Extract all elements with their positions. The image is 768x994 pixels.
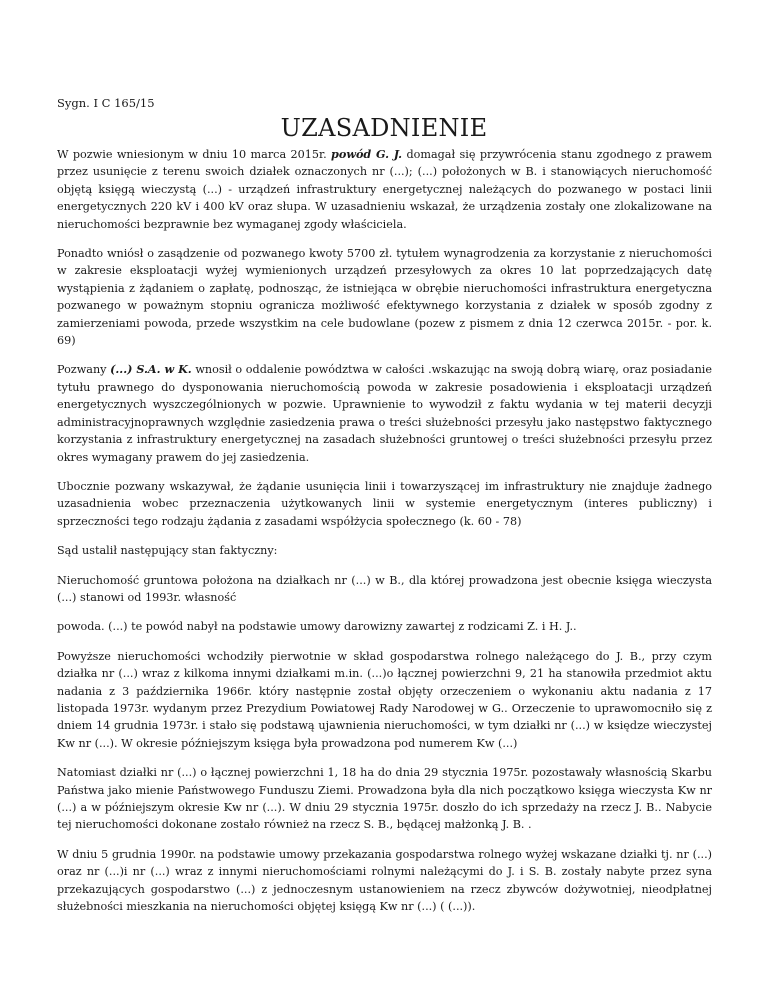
paragraph-claim bbox=[57, 146, 712, 233]
paragraph-subsidiary: Ubocznie pozwany wskazywał, że żądanie usunięcia linii i towarzyszącej im infrastruktury nie znajduje żadnego uzasadnienia wobec przeznaczenia użytkowanych linii w systemie energetycznym (interes publiczny) i sprzeczności tego rodzaju żądania z zasadami współżycia społecznego (k. 60 - 78) bbox=[57, 479, 712, 528]
paragraph-text: domagał się przywrócenia stanu zgodnego z prawem przez usunięcie z terenu swoich działek oznaczonych nr (...); (...) położonych w B. i stanowiących nieruchomość objętą księgą wieczystą (...) - urządzeń infrastruktury energetycznej należących do pozwanego w postaci linii energetycznych 220 kV i 400 kV oraz słupa. W uzasadnieniu wskazał, że urządzenia zostały one zlokalizowane na nieruchomości bezprawnie bez wymaganej zgody właściciela. bbox=[57, 148, 712, 231]
paragraph-transfer: W dniu 5 grudnia 1990r. na podstawie umowy przekazania gospodarstwa rolnego wyżej wskazane działki tj. nr (...) oraz nr (...)i nr (...) wraz z innymi nieruchomościami rolnymi należącymi do J. i S. B. zostały nabyte przez syna przekazujących gospodarstwo (...) z jednoczesnym ustanowieniem na rzecz zbywców dożywotniej, nieodpłatnej służebności mieszkania na nieruchomości objętej księgą Kw nr (...) ( (...)). bbox=[57, 847, 712, 914]
case-signature: Sygn. I C 165/15 bbox=[57, 96, 155, 110]
document-body bbox=[57, 146, 712, 927]
document-title: UZASADNIENIE bbox=[280, 114, 488, 142]
paragraph-state-property: Natomiast działki nr (...) o łącznej powierzchni 1, 18 ha do dnia 29 stycznia 1975r. pozostawały własnością Skarbu Państwa jako mienie Państwowego Funduszu Ziemi. Prowadzona była dla nich początkowo księga wieczysta Kw nr (...) a w późniejszym okresie Kw nr (...). W dniu 29 stycznia 1975r. doszło do ich sprzedaży na rzecz J. B.. Nabycie tej nieruchomości dokonane zostało również na rzecz S. B., będącej małżonką J. B. . bbox=[57, 766, 712, 832]
paragraph-text: Pozwany bbox=[57, 363, 111, 377]
paragraph-findings-heading: Sąd ustalił następujący stan faktyczny: bbox=[57, 544, 278, 558]
defendant-name: (...) S.A. w K. bbox=[110, 362, 192, 377]
plaintiff-name: powód G. J. bbox=[331, 147, 403, 161]
paragraph-property: Nieruchomość gruntowa położona na działkach nr (...) w B., dla której prowadzona jest obecnie księga wieczysta (...) stanowi od 1993r. własność bbox=[57, 573, 712, 604]
paragraph-text: W pozwie wniesionym w dniu 10 marca 2015r. bbox=[57, 148, 332, 161]
paragraph-defendant bbox=[57, 361, 712, 465]
paragraph-payment-claim: Ponadto wniósł o zasądzenie od pozwanego kwoty 5700 zł. tytułem wynagrodzenia za korzystanie z nieruchomości w zakresie eksploatacji wyżej wymienionych urządzeń przesyłowych za okres 10 lat poprzedzających datę wystąpienia z żądaniem o zapłatę, podnosząc, że istniejąca w obrębie nieruchomości infrastruktura energetyczna pozwanego w poważnym stopniu ogranicza możliwość efektywnego korzystania z działek w sposób zgodny z zamierzeniami powoda, przede wszystkim na cele budowlane (pozew z pismem z dnia 12 czerwca 2015r. - por. k. 69) bbox=[57, 247, 712, 348]
paragraph-history: Powyższe nieruchomości wchodziły pierwotnie w skład gospodarstwa rolnego należącego do J. B., przy czym działka nr (...) wraz z kilkoma innymi działkami m.in. (...)o łącznej powierzchni 9, 21 ha stanowiła przedmiot aktu nadania z 3 października 1966r. który następnie został objęty orzeczeniem o wykonaniu aktu nadania z 17 listopada 1973r. wydanym przez Prezydium Powiatowej Rady Narodowej w G.. Orzeczenie to uprawomocniło się z dniem 14 grudnia 1973r. i stało się podstawą ujawnienia nieruchomości, w tym działki nr (...) w księdze wieczystej Kw nr (...). W okresie późniejszym księga była prowadzona pod numerem Kw (...) bbox=[57, 649, 712, 750]
paragraph-text: wnosił o oddalenie powództwa w całości .wskazując na swoją dobrą wiarę, oraz posiadanie tytułu prawnego do dysponowania nieruchomością powoda w zakresie posadowienia i eksploatacji urządzeń energetycznych wyszczególnionych w pozwie. Uprawnienie to wywodził z faktu wydania w tej materii decyzji administracyjnoprawnych względnie zasiedzenia prawa o treści służebności przesyłu jako następstwo faktycznego korzystania z infrastruktury energetycznej na zasadach służebności gruntowej o treści służebności przesyłu przez okres wymagany prawem do jej zasiedzenia. bbox=[57, 363, 713, 464]
paragraph-donation: powoda. (...) te powód nabył na podstawie umowy darowizny zawartej z rodzicami Z. i H. J.. bbox=[57, 620, 577, 634]
